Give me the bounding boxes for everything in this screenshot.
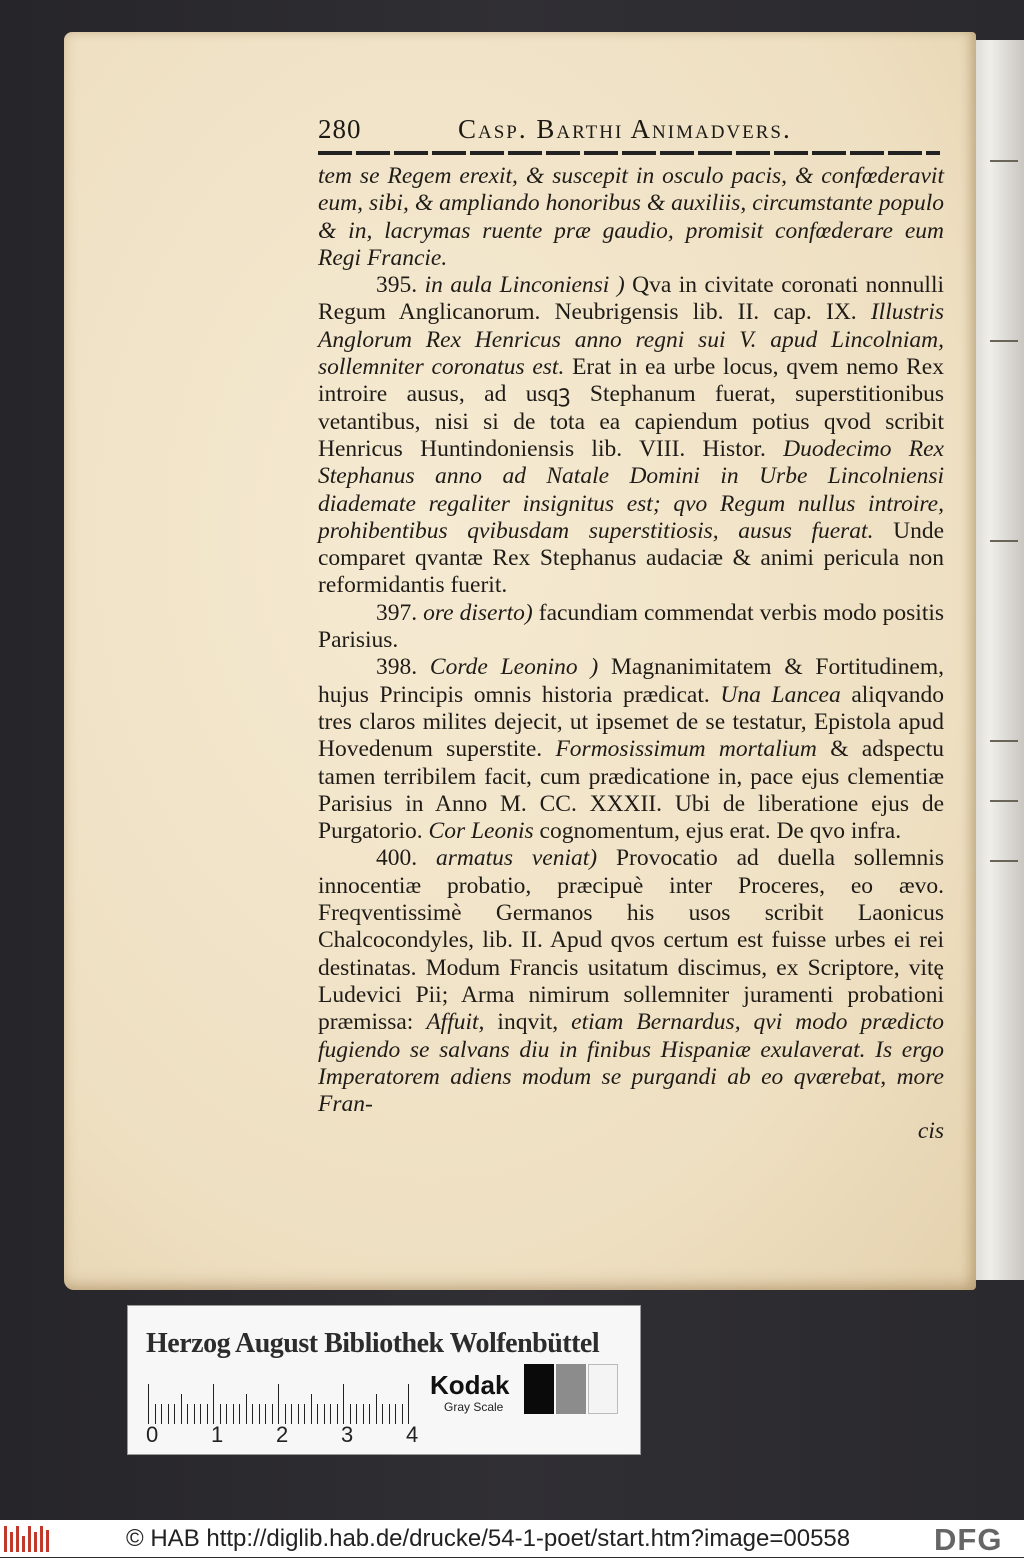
ruler-tick	[161, 1404, 162, 1424]
kodak-logo: Kodak	[430, 1370, 510, 1400]
paragraph-continuation: tem se Regem erexit, & suscepit in osculo pacis, & confœderavit eum, sibi, & ampliando honoribus & auxiliis, circumstante populo & in, lacrymas ruente præ gaudio, promisit confœderare eum Regi Francie.	[318, 163, 944, 271]
footer-bar	[0, 1520, 1024, 1557]
ruler-tick	[265, 1404, 266, 1424]
facing-page-edge	[968, 40, 1024, 1280]
ruler-tick	[389, 1404, 390, 1424]
ruler-tick	[337, 1404, 338, 1424]
ruler-tick	[259, 1404, 260, 1424]
note-400: 400. armatus veniat) Provocatio ad duella sollemnis innocentiæ probatio, præcipuè inter Proceres, eo ævo. Freqventissimè Germanos his usos scribit Laonicus Chalcocondyles, lib. II. Apud qvos certum est fuisse urbes ei rei destinatas. Modum Francis usitatum discimus, ex Scriptore, vitę Ludevici Pii; Arma nimirum sollemniter juramenti probationi præmissa: Affuit, inqvit, etiam Bernardus, qvi modo prædicto fugiendo se salvans diu in finibus Hispaniæ exulaverat. Is ergo Imperatorem adiens modum se purgandi ab eo qværebat, more Fran-	[318, 845, 945, 1118]
ruler-tick	[285, 1404, 286, 1424]
ruler-tick	[291, 1404, 292, 1424]
ruler-tick	[402, 1404, 403, 1424]
library-name: Herzog August Bibliothek Wolfenbüttel	[146, 1328, 600, 1359]
ruler-tick	[233, 1404, 234, 1424]
catchword: cis	[917, 1118, 944, 1145]
header-rule	[318, 151, 940, 155]
gray-swatch-white	[588, 1364, 618, 1414]
note-395: 395. in aula Linconiensi ) Qva in civitate coronati nonnulli Regum Anglicanorum. Neubrigensis lib. II. cap. IX. Illustris Anglorum Rex Henricus anno regni sui V. apud Lincolniam, sollemniter coronatus est. Erat in ea urbe locus, qvem nemo Rex introire ausus, ad usqꝫ Stephanum fuerat, superstitionibus vetantibus, nisi si de tota ea capiendum potius qvod scribit Henricus Huntindoniensis lib. VIII. Histor. Duodecimo Rex Stephanus anno ad Natale Domini in Urbe Lincolniensi diademate regaliter insignitus est; qvo Regum nullus introire, prohibentibus qvibusdam superstitiosis, ausus fuerat. Unde comparet qvantæ Rex Stephanus audaciæ & animi pericula non reformidantis fuerit.	[318, 272, 945, 599]
dfg-logo: DFG	[934, 1522, 1003, 1557]
ruler-tick	[148, 1384, 149, 1424]
gray-swatch-black	[524, 1364, 554, 1414]
ruler-tick	[324, 1404, 325, 1424]
ruler-tick	[382, 1404, 383, 1424]
hab-barcode-logo	[4, 1526, 50, 1552]
ruler-tick	[356, 1404, 357, 1424]
ruler-tick	[194, 1404, 195, 1424]
ruler-tick	[317, 1404, 318, 1424]
ruler-tick	[311, 1394, 312, 1424]
running-title: Casp. Barthi Animadvers.	[458, 114, 792, 144]
running-header	[318, 112, 938, 150]
note-398: 398. Corde Leonino ) Magnanimitatem & Fortitudinem, hujus Principis omnis historia prædicat. Una Lancea aliqvando tres claros milites dejecit, ut ipsemet de se testatur, Epistola apud Hovedenum superstite. Formosissimum mortalium & adspectu tamen terribilem facit, cum prædicatione in, pace ejus clementiæ Parisius in Anno M. CC. XXXII. Ubi de liberatione ejus de Purgatorio. Cor Leonis cognomentum, ejus erat. De qvo infra.	[318, 654, 945, 845]
ruler-tick	[272, 1404, 273, 1424]
ruler-tick	[239, 1404, 240, 1424]
ruler-tick	[213, 1384, 214, 1424]
ruler-tick	[252, 1404, 253, 1424]
ruler-tick	[363, 1404, 364, 1424]
ruler-tick	[187, 1404, 188, 1424]
page-body	[318, 163, 944, 1146]
ruler-tick	[155, 1404, 156, 1424]
ruler-tick	[220, 1404, 221, 1424]
ruler-numbers	[138, 1422, 428, 1448]
ruler-number: 3	[341, 1422, 354, 1447]
ruler-tick	[168, 1404, 169, 1424]
ruler-tick	[376, 1394, 377, 1424]
ruler-tick	[174, 1404, 175, 1424]
ruler-tick	[246, 1394, 247, 1424]
ruler-tick	[350, 1404, 351, 1424]
gray-scale-label: Gray Scale	[444, 1400, 504, 1414]
ruler-tick	[369, 1404, 370, 1424]
ruler-tick	[304, 1404, 305, 1424]
ruler-tick	[408, 1384, 409, 1424]
ruler-tick	[200, 1404, 201, 1424]
page-number: 280	[318, 114, 362, 144]
color-calibration-card	[127, 1305, 641, 1455]
ruler-tick	[298, 1404, 299, 1424]
copyright-link[interactable]: © HAB http://diglib.hab.de/drucke/54-1-poet/start.htm?image=00558	[126, 1525, 851, 1552]
ruler-tick	[226, 1404, 227, 1424]
ruler-tick	[343, 1384, 344, 1424]
ruler-number: 2	[276, 1422, 289, 1447]
ruler-tick	[181, 1394, 182, 1424]
gray-swatch-mid	[556, 1364, 586, 1414]
ruler-number: 1	[211, 1422, 224, 1447]
ruler-number: 4	[406, 1422, 419, 1447]
ruler-tick	[278, 1384, 279, 1424]
ruler-tick	[207, 1404, 208, 1424]
ruler-tick	[395, 1404, 396, 1424]
ruler-tick	[330, 1404, 331, 1424]
scale-ruler	[148, 1380, 418, 1424]
note-397: 397. ore diserto) facundiam commendat verbis modo positis Parisius.	[318, 599, 945, 654]
ruler-number: 0	[146, 1422, 159, 1447]
